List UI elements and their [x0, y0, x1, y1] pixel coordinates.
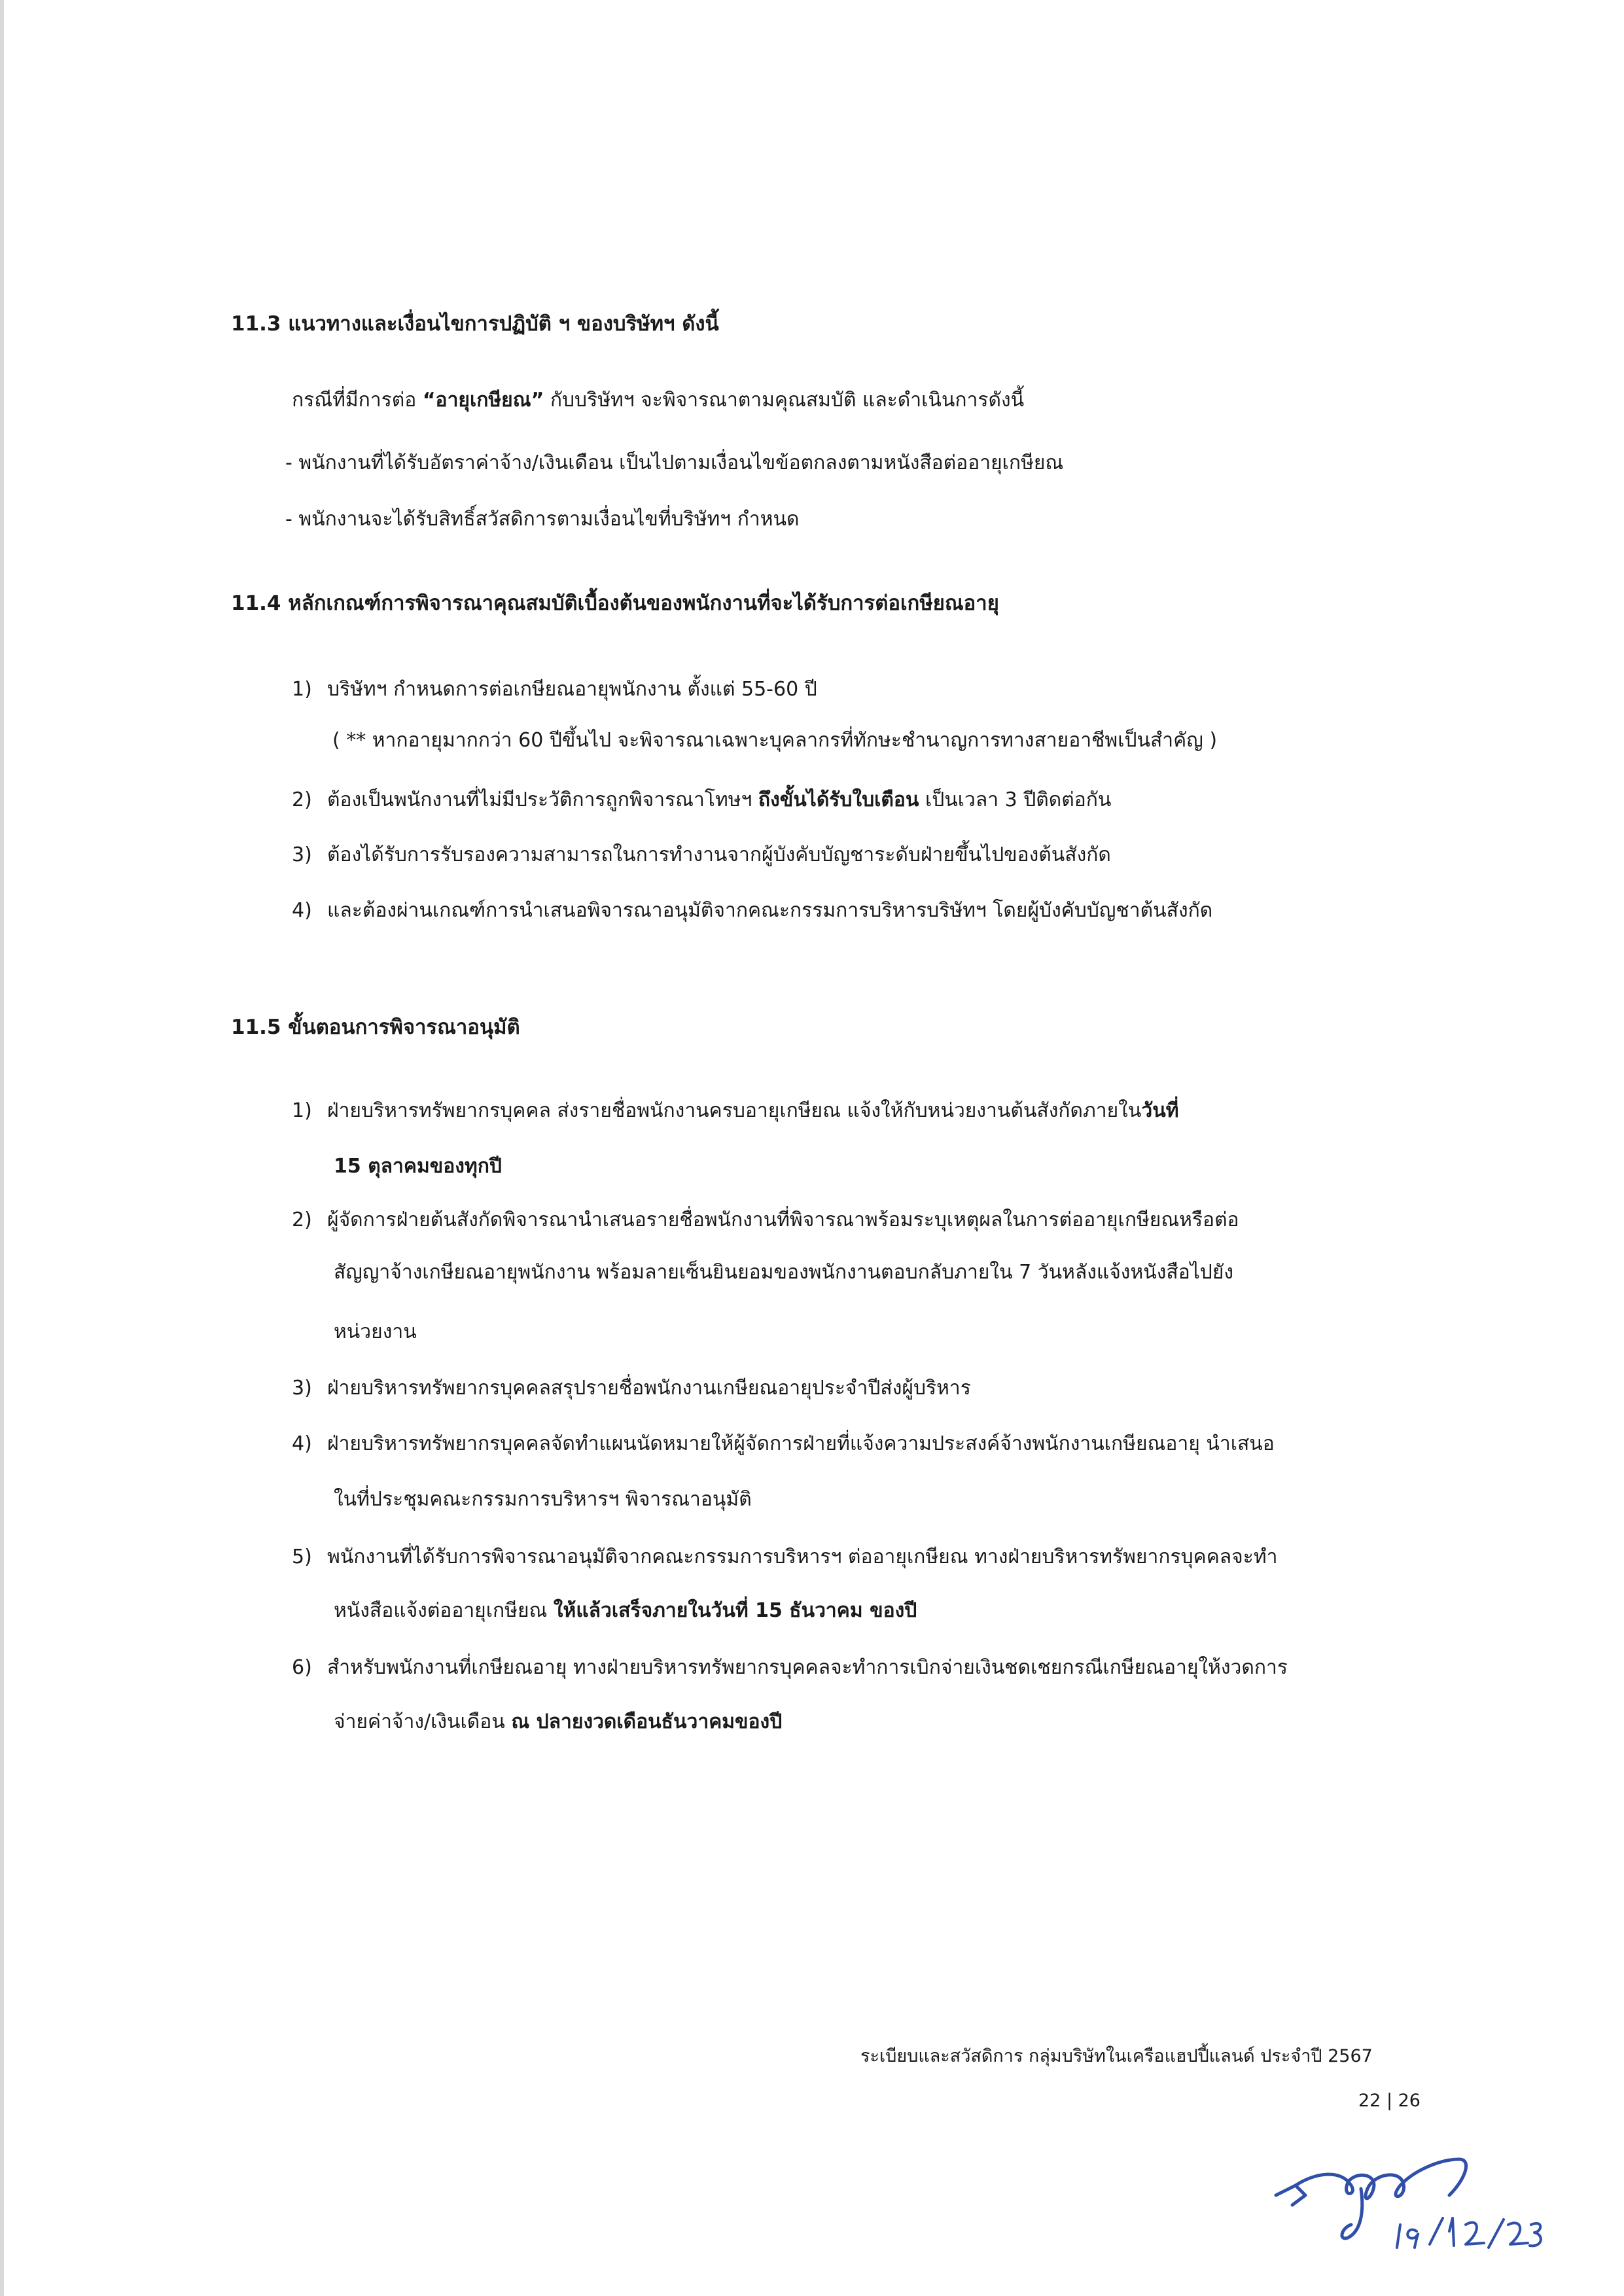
- list-number: 4): [292, 1432, 312, 1455]
- item-6-text-pre: จ่ายค่าจ้าง/เงินเดือน: [334, 1710, 512, 1733]
- handwritten-signature: [1269, 2133, 1544, 2264]
- section-11-5-item-5-line-2: [334, 1601, 917, 1621]
- section-11-5-item-6-line-1: สำหรับพนักงานที่เกษียณอายุ ทางฝ่ายบริหารทรัพยากรบุคคลจะทำการเบิกจ่ายเงินชดเชยกรณีเกษียณอายุให้งวดการ: [327, 1656, 1288, 1679]
- list-number: 2): [292, 788, 312, 811]
- item-5-text-pre: หนังสือแจ้งต่ออายุเกษียณ: [334, 1599, 554, 1622]
- section-11-5-item-6-line-2: [334, 1712, 782, 1732]
- section-11-4-item-4: และต้องผ่านเกณฑ์การนำเสนอพิจารณาอนุมัติจากคณะกรรมการบริหารบริษัทฯ โดยผู้บังคับบัญชาต้นสังกัด: [327, 899, 1213, 922]
- item-5-text-bold: ให้แล้วเสร็จภายในวันที่ 15 ธันวาคม ของปี: [553, 1599, 917, 1622]
- list-number: 3): [292, 1377, 312, 1400]
- section-11-3-intro: [292, 391, 1024, 410]
- section-11-5-item-1: [327, 1101, 1178, 1121]
- section-11-5-heading: 11.5 ขั้นตอนการพิจารณาอนุมัติ: [231, 1016, 520, 1039]
- item-2-text-pre: ต้องเป็นพนักงานที่ไม่มีประวัติการถูกพิจารณาโทษฯ: [327, 788, 758, 811]
- intro-text-post: กับบริษัทฯ จะพิจารณาตามคุณสมบัติ และดำเนินการดังนี้: [544, 389, 1025, 412]
- list-number: 1): [292, 1099, 312, 1122]
- section-11-5-item-5-line-1: พนักงานที่ได้รับการพิจารณาอนุมัติจากคณะกรรมการบริหารฯ ต่ออายุเกษียณ ทางฝ่ายบริหารทรัพยากรบุคคลจะทำ: [327, 1545, 1278, 1568]
- signature-date-mark: [1397, 2218, 1541, 2248]
- section-11-4-item-2: [327, 790, 1111, 810]
- footer-text: ระเบียบและสวัสดิการ กลุ่มบริษัทในเครือแฮปปี้แลนด์ ประจำปี 2567: [860, 2046, 1373, 2066]
- list-number: 6): [292, 1656, 312, 1679]
- section-11-3-heading: 11.3 แนวทางและเงื่อนไขการปฏิบัติ ฯ ของบริษัทฯ ดังนี้: [231, 312, 719, 336]
- intro-text-pre: กรณีที่มีการต่อ: [292, 389, 423, 412]
- item-2-text-bold: ถึงขั้นได้รับใบเตือน: [758, 788, 919, 811]
- section-11-4-item-1: บริษัทฯ กำหนดการต่อเกษียณอายุพนักงาน ตั้งแต่ 55-60 ปี: [327, 678, 817, 701]
- section-11-5-item-3: ฝ่ายบริหารทรัพยากรบุคคลสรุปรายชื่อพนักงานเกษียณอายุประจำปีส่งผู้บริหาร: [327, 1377, 971, 1400]
- section-11-5-item-2-line-2: สัญญาจ้างเกษียณอายุพนักงาน พร้อมลายเซ็นยินยอมของพนักงานตอบกลับภายใน 7 วันหลังแจ้งหนังสือไปยัง: [334, 1261, 1234, 1284]
- section-11-5-item-4-line-1: ฝ่ายบริหารทรัพยากรบุคคลจัดทำแผนนัดหมายให้ผู้จัดการฝ่ายที่แจ้งความประสงค์จ้างพนักงานเกษียณอายุ นำเสนอ: [327, 1432, 1275, 1455]
- list-number: 4): [292, 899, 312, 922]
- section-11-3-bullet-1: - พนักงานที่ได้รับอัตราค่าจ้าง/เงินเดือน เป็นไปตามเงื่อนไขข้อตกลงตามหนังสือต่ออายุเกษียณ: [285, 451, 1064, 474]
- list-number: 1): [292, 678, 312, 701]
- scan-edge: [0, 0, 4, 2296]
- section-11-5-item-2-line-3: หน่วยงาน: [334, 1320, 417, 1343]
- list-number: 2): [292, 1209, 312, 1231]
- item-6-text-bold: ณ ปลายงวดเดือนธันวาคมของปี: [511, 1710, 783, 1733]
- section-11-5-item-1-line-2: 15 ตุลาคมของทุกปี: [334, 1155, 502, 1178]
- section-11-4-item-3: ต้องได้รับการรับรองความสามารถในการทำงานจากผู้บังคับบัญชาระดับฝ่ายขึ้นไปของต้นสังกัด: [327, 843, 1111, 866]
- list-number: 5): [292, 1545, 312, 1568]
- list-number: 3): [292, 843, 312, 866]
- section-11-4-heading: 11.4 หลักเกณฑ์การพิจารณาคุณสมบัติเบื้องต้นของพนักงานที่จะได้รับการต่อเกษียณอายุ: [231, 592, 999, 615]
- section-11-3-bullet-2: - พนักงานจะได้รับสิทธิ์สวัสดิการตามเงื่อนไขที่บริษัทฯ กำหนด: [285, 508, 800, 531]
- item-2-text-post: เป็นเวลา 3 ปีติดต่อกัน: [919, 788, 1112, 811]
- item-1-text: ฝ่ายบริหารทรัพยากรบุคคล ส่งรายชื่อพนักงานครบอายุเกษียณ แจ้งให้กับหน่วยงานต้นสังกัดภายใน: [327, 1099, 1142, 1122]
- intro-text-bold: “อายุเกษียณ”: [422, 389, 544, 412]
- page-number: 22 | 26: [1358, 2091, 1421, 2111]
- section-11-5-item-2-line-1: ผู้จัดการฝ่ายต้นสังกัดพิจารณานำเสนอรายชื่อพนักงานที่พิจารณาพร้อมระบุเหตุผลในการต่ออายุเกษียณหรือต่อ: [327, 1209, 1239, 1231]
- section-11-4-item-1-note: ( ** หากอายุมากกว่า 60 ปีขึ้นไป จะพิจารณาเฉพาะบุคลากรที่ทักษะชำนาญการทางสายอาชีพเป็นสำคัญ ): [332, 729, 1218, 752]
- section-11-5-item-4-line-2: ในที่ประชุมคณะกรรมการบริหารฯ พิจารณาอนุมัติ: [334, 1488, 752, 1511]
- item-1-text-bold: วันที่: [1141, 1099, 1179, 1122]
